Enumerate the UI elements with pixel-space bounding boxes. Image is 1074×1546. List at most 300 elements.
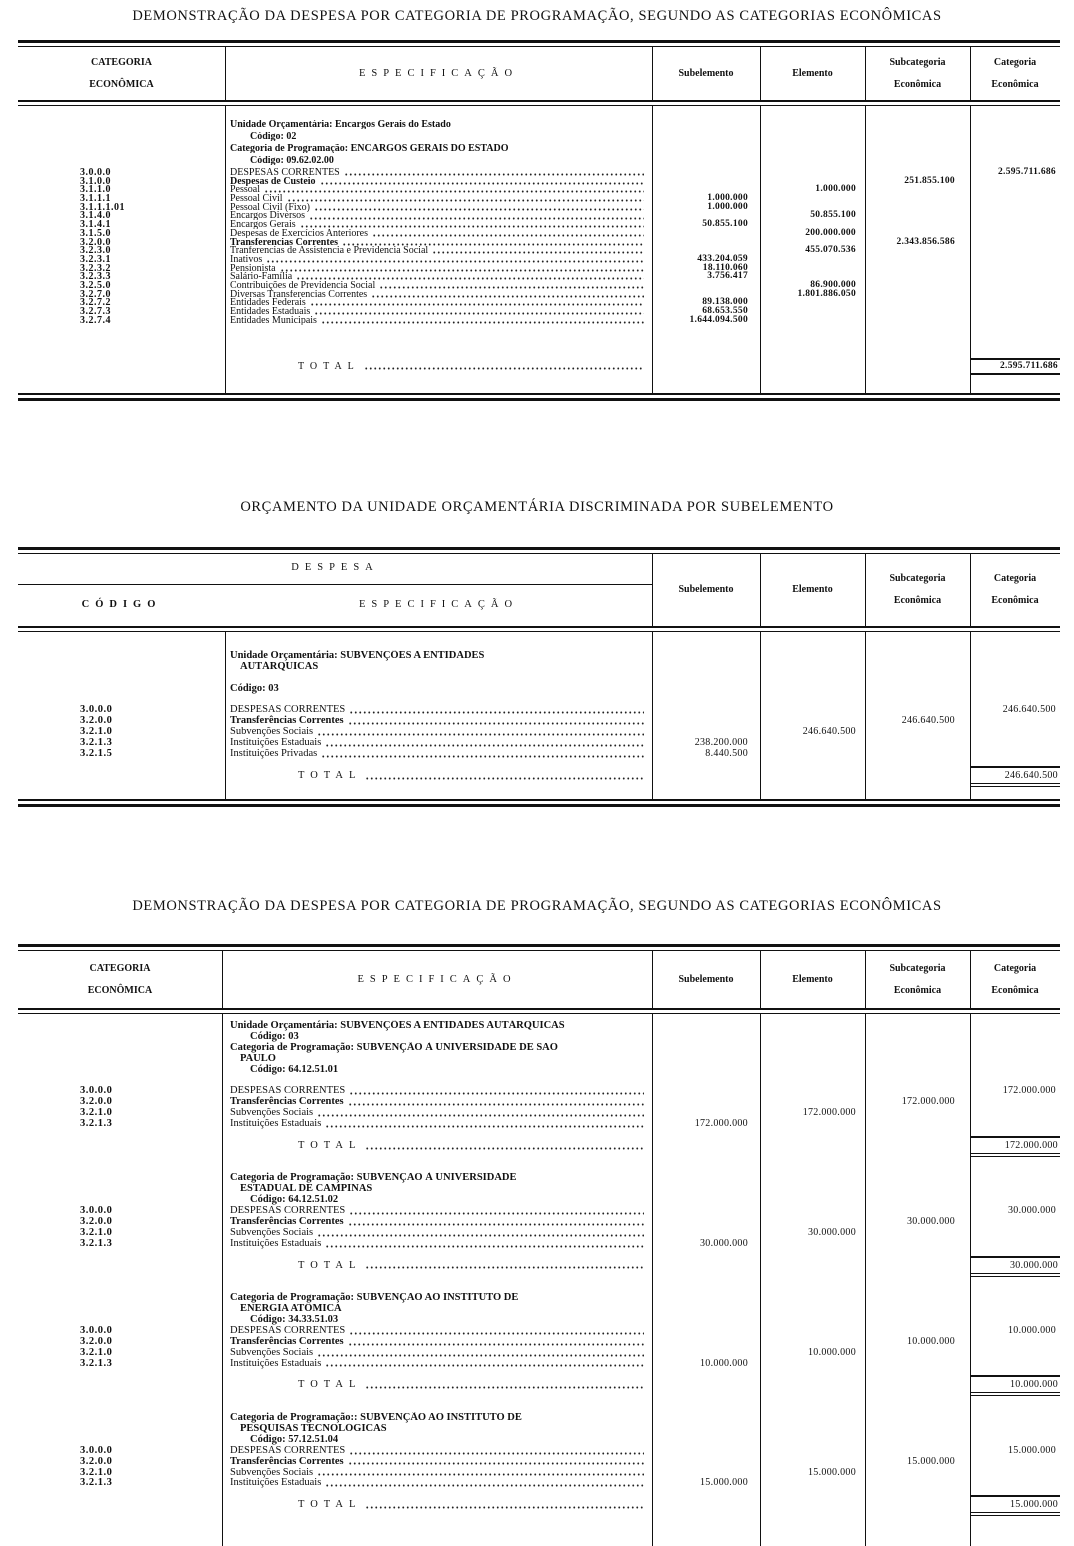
table-row xyxy=(18,748,1060,759)
table-row xyxy=(18,1020,1060,1031)
specification xyxy=(230,1183,644,1194)
table-row xyxy=(18,1336,1060,1347)
leader-dots xyxy=(310,298,644,307)
specification xyxy=(230,1042,644,1053)
specification xyxy=(230,156,644,165)
specification-text: Pessoal Civil xyxy=(230,194,283,204)
table-row xyxy=(18,1216,1060,1227)
table-row xyxy=(18,1183,1060,1194)
leader-dots xyxy=(349,1445,644,1456)
category-code: 3.2.3.2 xyxy=(80,262,111,274)
spacer xyxy=(18,1281,1060,1292)
cat-value: 10.000.000 xyxy=(970,1375,1060,1396)
specification xyxy=(230,704,644,715)
specification-text: Código: 09.62.02.00 xyxy=(250,156,334,165)
table-row xyxy=(18,1467,1060,1478)
header-code-2: ECONÔMICA xyxy=(89,78,154,90)
leader-dots xyxy=(365,1379,644,1390)
specification xyxy=(298,1379,644,1390)
leader-dots xyxy=(321,316,644,325)
specification-text: ENERGIA ATÔMICA xyxy=(240,1303,342,1315)
header-subcat-2: Econômica xyxy=(893,984,942,996)
leader-dots xyxy=(349,1325,644,1336)
header-subcat: Subcategoria xyxy=(889,56,946,68)
leader-dots xyxy=(348,1216,644,1227)
header-sub: Subelemento xyxy=(678,973,734,985)
leader-dots xyxy=(365,770,644,781)
category-code: 3.2.5.0 xyxy=(80,279,111,291)
specification xyxy=(230,1031,644,1042)
specification xyxy=(230,1467,644,1478)
cat-value: 246.640.500 xyxy=(970,766,1060,787)
category-code: 3.2.1.3 xyxy=(80,737,113,749)
rule xyxy=(18,799,1060,807)
table-header xyxy=(18,554,1060,626)
leader-dots xyxy=(325,1477,644,1488)
table-row xyxy=(18,715,1060,726)
specification-text: Entidades Municipais xyxy=(230,315,317,325)
table-row xyxy=(18,316,1060,325)
category-code: 3.0.0.0 xyxy=(80,167,111,178)
specification xyxy=(230,683,644,694)
header-elem: Elemento xyxy=(792,67,833,79)
table-row xyxy=(18,1227,1060,1238)
table-row xyxy=(18,650,1060,661)
category-code: 3.2.1.5 xyxy=(80,748,113,760)
table-body xyxy=(18,106,1060,393)
specification-text: Encargos Gerais xyxy=(230,220,296,230)
specification xyxy=(298,770,644,781)
cat-value: 30.000.000 xyxy=(970,1256,1060,1277)
specification xyxy=(230,281,644,290)
table-row xyxy=(18,726,1060,737)
category-code: 3.2.1.3 xyxy=(80,1237,113,1249)
spacer xyxy=(18,1129,1060,1140)
specification xyxy=(230,290,644,299)
category-code: 3.2.1.0 xyxy=(80,726,113,738)
rule xyxy=(18,40,1060,47)
spacer xyxy=(18,1488,1060,1499)
specification-text: TOTAL xyxy=(298,1259,362,1271)
category-code: 3.2.0.0 xyxy=(80,236,111,248)
table-row xyxy=(18,246,1060,255)
leader-dots xyxy=(320,177,644,186)
specification-text: AUTÁRQUICAS xyxy=(240,660,319,672)
sub-value: 1.644.094.500 xyxy=(689,314,748,325)
table-row xyxy=(18,1358,1060,1369)
leader-dots xyxy=(349,1085,644,1096)
leader-dots xyxy=(372,229,644,238)
sub-value: 172.000.000 xyxy=(694,1118,748,1130)
sub-value: 89.138.000 xyxy=(702,297,748,308)
table-row xyxy=(18,144,1060,156)
specification-text: Unidade Orçamentária: SUBVENÇÕES A ENTIDADES xyxy=(230,650,485,661)
specification-text: Categoria de Programação:: SUBVENÇÃO AO INSTITUTO DE xyxy=(230,1412,522,1424)
table-row xyxy=(18,1118,1060,1129)
cat-value: 30.000.000 xyxy=(1008,1205,1056,1217)
category-code: 3.2.1.0 xyxy=(80,1107,113,1119)
leader-dots xyxy=(325,737,644,748)
category-code: 3.1.1.1 xyxy=(80,193,111,205)
specification xyxy=(230,298,644,307)
header-code-2: ECONÔMICA xyxy=(87,984,153,996)
table-row xyxy=(18,1205,1060,1216)
sub-value: 8.440.500 xyxy=(705,748,748,760)
specification xyxy=(230,185,644,194)
leader-dots xyxy=(321,748,644,759)
spacer xyxy=(18,1074,1060,1085)
leader-dots xyxy=(317,1347,644,1358)
subcat-value: 246.640.500 xyxy=(901,715,955,727)
elem-value: 246.640.500 xyxy=(802,726,856,738)
cat-value: 15.000.000 xyxy=(970,1495,1060,1516)
budget-table xyxy=(18,547,1060,807)
specification xyxy=(230,1434,644,1445)
specification xyxy=(230,272,644,281)
leader-dots xyxy=(264,185,644,194)
header-sub: Subelemento xyxy=(678,67,734,79)
leader-dots xyxy=(365,1260,644,1271)
sub-value: 238.200.000 xyxy=(694,737,748,749)
table-row xyxy=(18,1434,1060,1445)
specification-text: Subvenções Sociais xyxy=(230,1226,314,1238)
table-row xyxy=(18,1085,1060,1096)
specification xyxy=(298,1260,644,1271)
specification-text: DESPESAS CORRENTES xyxy=(230,1205,346,1217)
elem-value: 172.000.000 xyxy=(802,1107,856,1119)
spacer xyxy=(18,1369,1060,1380)
specification xyxy=(230,220,644,229)
sub-value: 1.000.000 xyxy=(707,193,748,204)
specification xyxy=(230,132,644,141)
table-row xyxy=(18,1042,1060,1053)
cat-value: 2.595.711.686 xyxy=(997,167,1056,177)
cat-value: 10.000.000 xyxy=(1008,1324,1056,1336)
total-row xyxy=(18,1140,1060,1151)
table-row xyxy=(18,737,1060,748)
table-row xyxy=(18,272,1060,281)
category-code: 3.0.0.0 xyxy=(80,1324,113,1336)
table-row xyxy=(18,1325,1060,1336)
table-row xyxy=(18,1456,1060,1467)
category-code: 3.2.7.0 xyxy=(80,288,111,300)
leader-dots xyxy=(325,1358,644,1369)
specification-text: Unidade Orçamentária: SUBVENÇÕES A ENTIDADES AUTÁRQUICAS xyxy=(230,1020,565,1031)
table-row xyxy=(18,1292,1060,1303)
category-code: 3.1.0.0 xyxy=(80,175,111,187)
leader-dots xyxy=(317,1227,644,1238)
table-row xyxy=(18,203,1060,212)
leader-dots xyxy=(348,1096,644,1107)
leader-dots xyxy=(365,1140,644,1151)
spacer xyxy=(18,1151,1060,1162)
specification-text: ESTADUAL DE CAMPINAS xyxy=(240,1183,373,1195)
table-row xyxy=(18,1238,1060,1249)
sub-value: 10.000.000 xyxy=(700,1357,748,1369)
specification xyxy=(230,661,644,672)
specification xyxy=(230,229,644,238)
subcat-value: 10.000.000 xyxy=(907,1335,955,1347)
specification xyxy=(230,1096,644,1107)
specification-text: Encargos Diversos xyxy=(230,211,306,221)
specification-text: DESPESAS CORRENTES xyxy=(230,1324,346,1336)
table-row xyxy=(18,1096,1060,1107)
specification xyxy=(230,1053,644,1064)
category-code: 3.2.1.0 xyxy=(80,1226,113,1238)
specification xyxy=(230,1423,644,1434)
table-row xyxy=(18,661,1060,672)
table-row xyxy=(18,290,1060,299)
category-code: 3.0.0.0 xyxy=(80,1205,113,1217)
header-code: CATEGORIA xyxy=(91,56,152,68)
specification xyxy=(298,1140,644,1151)
header-subcat: Subcategoria xyxy=(889,573,946,584)
cat-value: 246.640.500 xyxy=(1002,704,1056,716)
category-code: 3.2.1.0 xyxy=(80,1466,113,1478)
specification xyxy=(230,1456,644,1467)
table-row xyxy=(18,1107,1060,1118)
specification-text: Categoria de Programação: ENCARGOS GERAIS DO ESTADO xyxy=(230,144,509,153)
specification xyxy=(230,1227,644,1238)
specification xyxy=(230,177,644,186)
leader-dots xyxy=(266,255,644,264)
specification xyxy=(230,737,644,748)
specification xyxy=(230,203,644,212)
specification xyxy=(230,211,644,220)
leader-dots xyxy=(379,281,644,290)
specification-text: Transferências Correntes xyxy=(230,1216,344,1228)
spacer xyxy=(18,1401,1060,1412)
category-code: 3.2.0.0 xyxy=(80,1216,113,1228)
category-code: 3.2.1.3 xyxy=(80,1477,113,1489)
leader-dots xyxy=(432,246,644,255)
specification-text: Transferências Correntes xyxy=(230,1096,344,1108)
spacer xyxy=(18,1270,1060,1281)
category-code: 3.0.0.0 xyxy=(80,704,113,716)
table-row xyxy=(18,281,1060,290)
table-row xyxy=(18,211,1060,220)
specification-text: Código: 64.12.51.01 xyxy=(250,1063,339,1075)
header-spec: ESPECIFICAÇÃO xyxy=(357,973,517,985)
specification-text: Código: 64.12.51.02 xyxy=(250,1194,339,1206)
specification-text: TOTAL xyxy=(298,1379,362,1391)
specification-text: Categoria de Programação: SUBVENÇAO AO INSTITUTO DE xyxy=(230,1292,519,1304)
specification-text: Transferencias Correntes xyxy=(230,237,339,247)
leader-dots xyxy=(317,1467,644,1478)
header-subcat-2: Econômica xyxy=(893,78,942,90)
elem-value: 50.855.100 xyxy=(810,210,856,221)
rule xyxy=(18,547,1060,554)
elem-value: 1.801.886.050 xyxy=(797,288,856,299)
specification-text: Subvenções Sociais xyxy=(230,1346,314,1358)
specification xyxy=(230,1238,644,1249)
header-subcat: Subcategoria xyxy=(889,962,946,974)
specification xyxy=(230,1020,644,1031)
specification xyxy=(230,1194,644,1205)
specification xyxy=(230,1358,644,1369)
specification-text: Transferências Correntes xyxy=(230,1335,344,1347)
subcat-value: 2.343.856.586 xyxy=(896,236,955,247)
spacer xyxy=(18,672,1060,683)
leader-dots xyxy=(325,1238,644,1249)
table-row xyxy=(18,1423,1060,1434)
specification xyxy=(230,307,644,316)
specification xyxy=(230,1347,644,1358)
leader-dots xyxy=(325,1118,644,1129)
table-body xyxy=(18,632,1060,799)
expense-table xyxy=(18,944,1060,1546)
sub-value: 1.000.000 xyxy=(707,201,748,212)
elem-value: 200.000.000 xyxy=(805,227,856,238)
category-code: 3.2.7.3 xyxy=(80,306,111,317)
specification-text: Código: 03 xyxy=(250,1030,299,1042)
table-row xyxy=(18,1031,1060,1042)
total-row xyxy=(18,362,1060,371)
specification xyxy=(230,1303,644,1314)
category-code: 3.2.1.0 xyxy=(80,1346,113,1358)
section-title: DEMONSTRAÇÃO DA DESPESA POR CATEGORIA DE PROGRAMAÇÃO, SEGUNDO AS CATEGORIAS ECONÔMICAS xyxy=(132,898,942,914)
category-code: 3.2.0.0 xyxy=(80,715,113,727)
elem-value: 86.900.000 xyxy=(810,279,856,290)
header-cat-2: Econômica xyxy=(991,984,1039,996)
specification-text: Instituições Estaduais xyxy=(230,1357,322,1369)
elem-value: 10.000.000 xyxy=(808,1346,856,1358)
specification-text: Salário-Família xyxy=(230,272,293,282)
specification-text: TOTAL xyxy=(298,1139,362,1151)
table-row xyxy=(18,1194,1060,1205)
specification-text: Despesas de Exercícios Anteriores xyxy=(230,228,369,238)
specification-text: Pessoal xyxy=(230,185,260,195)
specification-text: Categoria de Programação: SUBVENÇAO À UNIVERSIDADE xyxy=(230,1172,517,1184)
expense-table xyxy=(18,40,1060,402)
rule xyxy=(18,393,1060,401)
specification-text: DESPESAS CORRENTES xyxy=(230,168,340,177)
specification xyxy=(230,144,644,153)
category-code: 3.2.7.4 xyxy=(80,314,111,326)
table-row xyxy=(18,1064,1060,1075)
specification xyxy=(230,650,644,661)
specification xyxy=(230,194,644,203)
specification xyxy=(230,1205,644,1216)
specification-text: Transferências Correntes xyxy=(230,715,344,727)
leader-dots xyxy=(371,290,644,299)
specification-text: Instituições Estaduais xyxy=(230,737,322,749)
specification-text: Unidade Orçamentária: Encargos Gerais do Estado xyxy=(230,120,451,129)
specification xyxy=(230,316,644,325)
leader-dots xyxy=(314,307,644,316)
elem-value: 455.070.536 xyxy=(805,245,856,256)
leader-dots xyxy=(344,168,644,177)
sub-value: 433.204.059 xyxy=(697,253,748,264)
specification-text: TOTAL xyxy=(298,769,362,781)
table-row xyxy=(18,1347,1060,1358)
table-row xyxy=(18,120,1060,132)
spacer xyxy=(18,759,1060,770)
table-row xyxy=(18,298,1060,307)
specification-text: DESPESAS CORRENTES xyxy=(230,1085,346,1097)
specification-text: Subvenções Sociais xyxy=(230,1107,314,1119)
category-code: 3.2.7.2 xyxy=(80,297,111,309)
specification xyxy=(230,264,644,273)
specification xyxy=(230,726,644,737)
header-sub: Subelemento xyxy=(678,584,734,595)
category-code: 3.2.0.0 xyxy=(80,1455,113,1467)
sub-value: 50.855.100 xyxy=(702,219,748,230)
elem-value: 30.000.000 xyxy=(808,1226,856,1238)
specification-text: Código: 34.33.51.03 xyxy=(250,1314,339,1326)
category-code: 3.2.0.0 xyxy=(80,1096,113,1108)
leader-dots xyxy=(365,1499,644,1510)
leader-dots xyxy=(349,704,644,715)
total-row xyxy=(18,1499,1060,1510)
specification-text: Instituições Estaduais xyxy=(230,1477,322,1489)
category-code: 3.2.3.1 xyxy=(80,253,111,265)
specification xyxy=(230,748,644,759)
sub-value: 3.756.417 xyxy=(707,271,748,282)
sub-value: 68.653.550 xyxy=(702,306,748,316)
spacer xyxy=(18,1390,1060,1401)
leader-dots xyxy=(364,362,644,371)
specification xyxy=(230,715,644,726)
specification-text: Categoria de Programação: SUBVENÇÃO À UNIVERSIDADE DE SAO xyxy=(230,1041,558,1053)
specification xyxy=(230,120,644,129)
section-title: DEMONSTRAÇÃO DA DESPESA POR CATEGORIA DE PROGRAMAÇÃO, SEGUNDO AS CATEGORIAS ECONÔMICAS xyxy=(132,8,942,24)
table-row xyxy=(18,1172,1060,1183)
specification-text: Diversas Transferencias Correntes xyxy=(230,289,368,299)
table-row xyxy=(18,307,1060,316)
cat-value: 172.000.000 xyxy=(1002,1085,1056,1097)
header-elem: Elemento xyxy=(792,973,833,985)
specification-text: TOTAL xyxy=(298,1499,362,1511)
category-code: 3.2.1.3 xyxy=(80,1118,113,1130)
category-code: 3.2.3.0 xyxy=(80,245,111,257)
category-code: 3.2.0.0 xyxy=(80,1335,113,1347)
table-header xyxy=(18,951,1060,1008)
table-row xyxy=(18,177,1060,186)
rule xyxy=(18,944,1060,951)
category-code: 3.2.1.3 xyxy=(80,1357,113,1369)
specification xyxy=(298,1499,644,1510)
specification-text: Instituições Estaduais xyxy=(230,1118,322,1130)
specification-text: Pessoal Civil (Fixo) xyxy=(230,202,311,212)
header-spec: ESPECIFICAÇÃO xyxy=(358,599,519,610)
leader-dots xyxy=(342,238,644,247)
table-row xyxy=(18,238,1060,247)
category-code: 3.2.3.3 xyxy=(80,271,111,283)
specification-text: Inativos xyxy=(230,254,263,264)
specification-text: PAULO xyxy=(240,1052,276,1064)
specification xyxy=(230,1325,644,1336)
header-elem: Elemento xyxy=(792,584,833,595)
table-row xyxy=(18,1445,1060,1456)
total-row xyxy=(18,770,1060,781)
cat-value: 172.000.000 xyxy=(970,1136,1060,1157)
leader-dots xyxy=(309,211,644,220)
specification-text: Instituições Privadas xyxy=(230,748,318,760)
specification xyxy=(230,168,644,177)
table-body xyxy=(18,1014,1060,1546)
section-title: ORÇAMENTO DA UNIDADE ORÇAMENTÁRIA DISCRIMINADA POR SUBELEMENTO xyxy=(240,499,834,515)
specification xyxy=(230,238,644,247)
specification-text: DESPESAS CORRENTES xyxy=(230,704,346,716)
table-row xyxy=(18,194,1060,203)
header-code: CATEGORIA xyxy=(89,962,151,974)
sub-value: 18.110.060 xyxy=(702,262,748,273)
category-code: 3.0.0.0 xyxy=(80,1444,113,1456)
specification-text: DESPESAS CORRENTES xyxy=(230,1444,346,1456)
category-code: 3.1.1.0 xyxy=(80,184,111,196)
header-spec: ESPECIFICAÇÃO xyxy=(358,67,519,79)
